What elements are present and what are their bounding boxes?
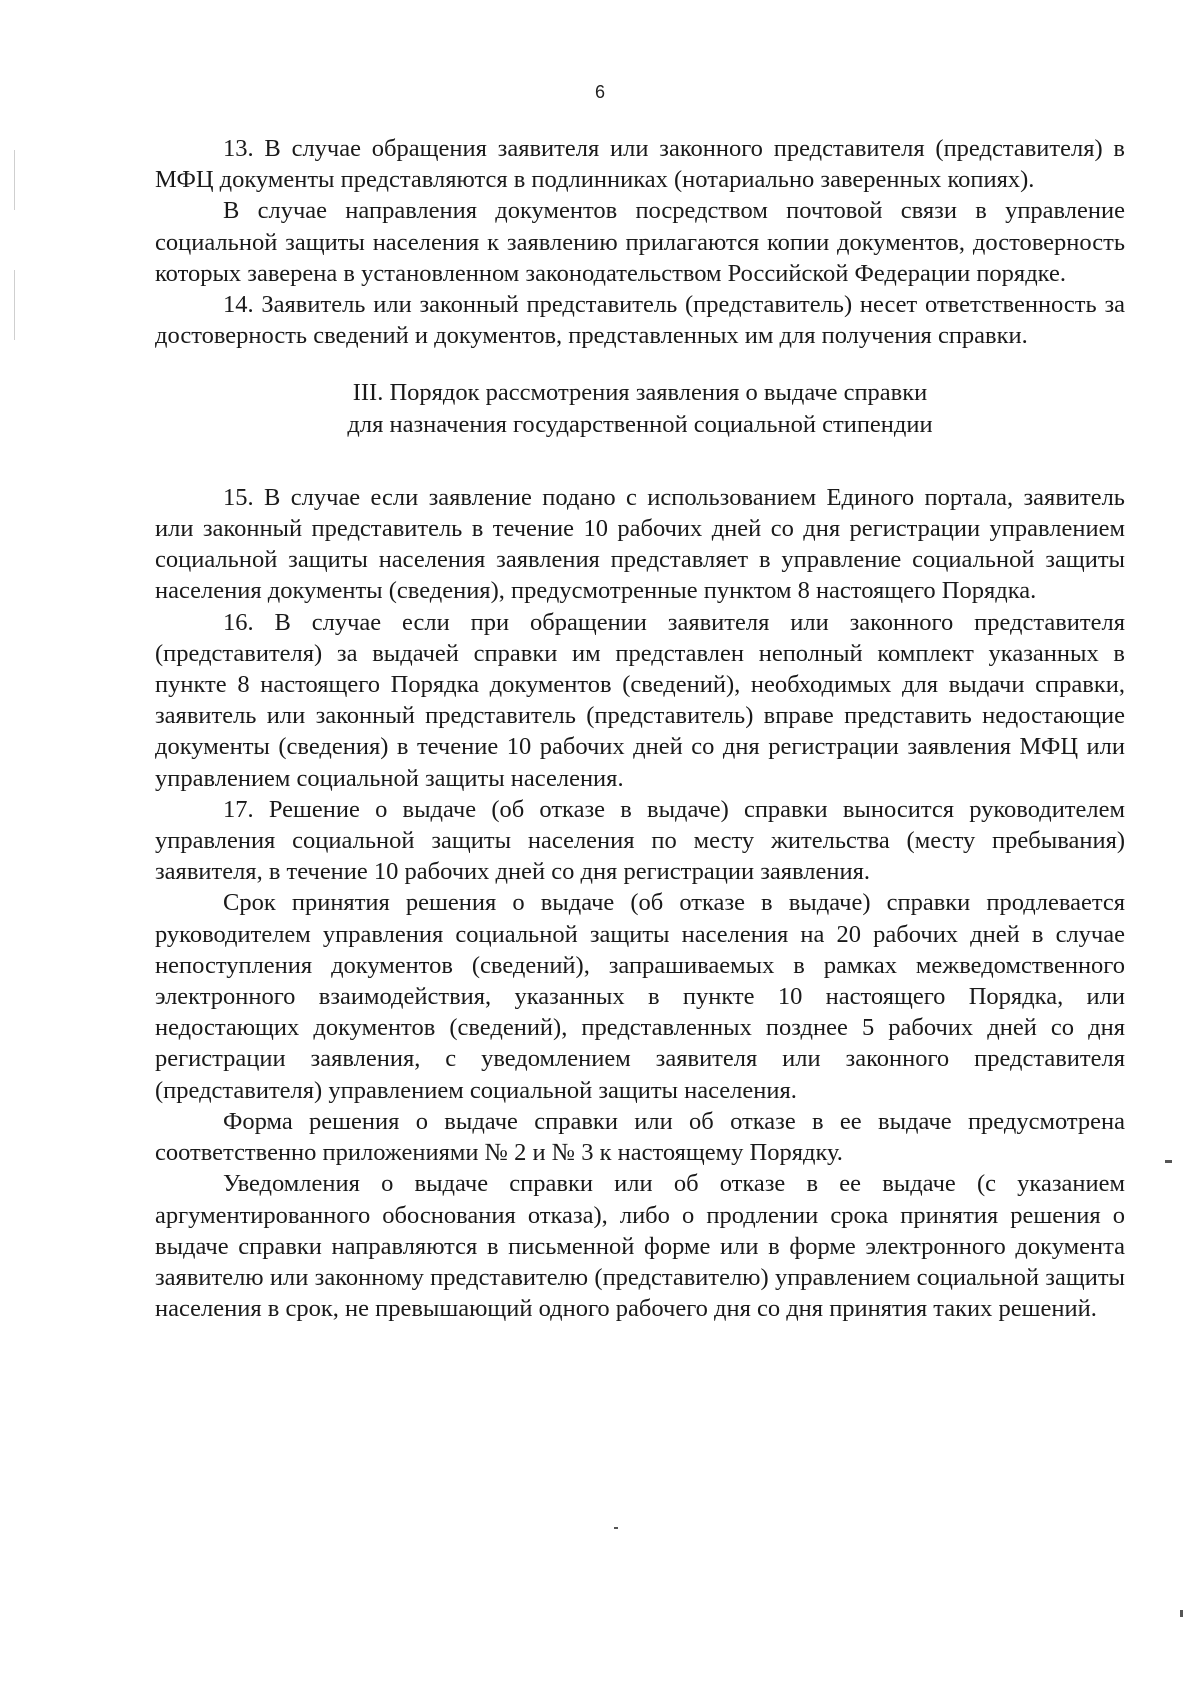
scan-edge-mark xyxy=(14,270,15,340)
paragraph-mail-delivery: В случае направления документов посредством почтовой связи в управление социальной защиты населения к заявлению прилагаются копии документов, достоверность которых заверена в установленном законодательством Российской Федерации порядке. xyxy=(155,197,1125,287)
section-heading-line-1: III. Порядок рассмотрения заявления о выдаче справки xyxy=(352,379,928,407)
document-body xyxy=(155,133,1125,1324)
paragraph-13: 13. В случае обращения заявителя или законного представителя (представителя) в МФЦ документы представляются в подлинниках (нотариально заверенных копиях). xyxy=(155,135,1125,194)
section-heading xyxy=(155,377,1125,439)
scan-speck xyxy=(1180,1610,1183,1617)
paragraph-deadline-extension: Срок принятия решения о выдаче (об отказе в выдаче) справки продлевается руководителем управления социальной защиты населения на 20 рабочих дней в случае непоступления документов (сведений), запрашиваемых в рамках межведомственного электронного взаимодействия, указанных в пункте 10 настоящего Порядка, или недостающих документов (сведений), представленных позднее 5 рабочих дней со дня регистрации заявления, с уведомлением заявителя или законного представителя (представителя) управлением социальной защиты населения. xyxy=(155,889,1125,1104)
paragraph-decision-form: Форма решения о выдаче справки или об отказе в ее выдаче предусмотрена соответственно приложениями № 2 и № 3 к настоящему Порядку. xyxy=(155,1107,1125,1167)
scan-speck xyxy=(614,1527,618,1529)
paragraph-16: 16. В случае если при обращении заявителя или законного представителя (представителя) за выдачей справки им представлен неполный комплект указанных в пункте 8 настоящего Порядка документов (сведений), необходимых для выдачи справки, заявитель или законный представитель (представитель) вправе представить недостающие документы (сведения) в течение 10 рабочих дней со дня регистрации заявления МФЦ или управлением социальной защиты населения. xyxy=(155,608,1125,792)
paragraph-14: 14. Заявитель или законный представитель (представитель) несет ответственность за достоверность сведений и документов, представленных им для получения справки. xyxy=(155,291,1125,350)
paragraph-17: 17. Решение о выдаче (об отказе в выдаче) справки выносится руководителем управления социальной защиты населения по месту жительства (месту пребывания) заявителя, в течение 10 рабочих дней со дня регистрации заявления. xyxy=(155,795,1125,886)
page-number: 6 xyxy=(594,82,605,102)
paragraph-15: 15. В случае если заявление подано с использованием Единого портала, заявитель или законный представитель в течение 10 рабочих дней со дня регистрации управлением социальной защиты населения заявления представляет в управление социальной защиты населения документы (сведения), предусмотренные пунктом 8 настоящего Порядка. xyxy=(155,483,1125,605)
scan-edge-mark xyxy=(14,150,15,210)
paragraph-notifications: Уведомления о выдаче справки или об отказе в ее выдаче (с указанием аргументированного обоснования отказа), либо о продлении срока принятия решения о выдаче справки направляются в письменной форме или в форме электронного документа заявителю или законному представителю (представителю) управлением социальной защиты населения в срок, не превышающий одного рабочего дня со дня принятия таких решений. xyxy=(155,1170,1125,1323)
section-heading-line-2: для назначения государственной социальной стипендии xyxy=(347,410,933,438)
scan-speck xyxy=(1165,1160,1172,1163)
